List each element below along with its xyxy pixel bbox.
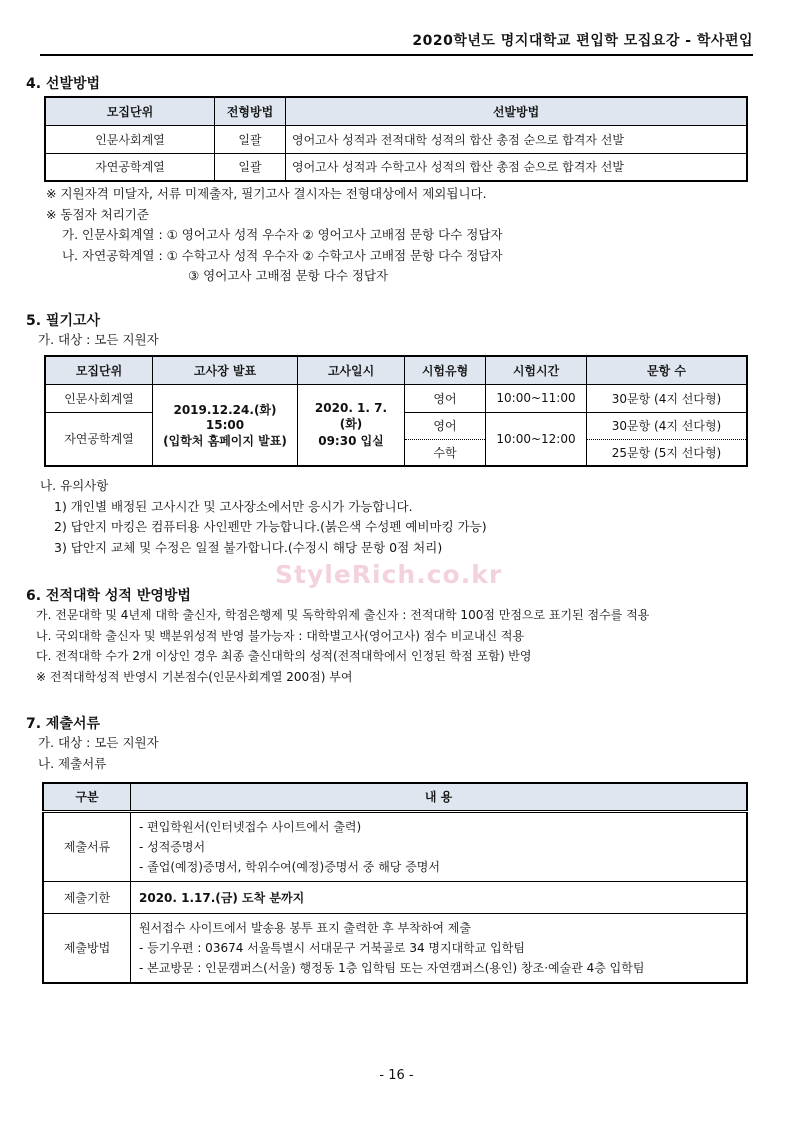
cell-label: 제출기한 [43,881,131,913]
table-row [43,881,747,913]
caution-title: 나. 유의사항 [40,478,109,493]
caution-line: 2) 답안지 마킹은 컴퓨터용 사인펜만 가능합니다.(붉은색 수성펜 예비마킹 가능) [54,519,487,534]
note-line: ※ 동점자 처리기준 [46,206,149,222]
docs-target: 가. 대상 : 모든 지원자 [38,735,159,750]
grade-line: 나. 국외대학 출신자 및 백분위성적 반영 불가능자 : 대학별고사(영어고사) 점수 비교내신 적용 [36,628,525,643]
cell-time: 10:00~11:00 [486,384,587,412]
cell: 일괄 [215,125,286,153]
note-line: 가. 인문사회계열 : ① 영어고사 성적 우수자 ② 영어고사 고배점 문항 다수 정답자 [62,227,503,242]
cell-label: 제출서류 [43,811,131,881]
method-line: - 등기우편 : 03674 서울특별시 서대문구 거북골로 34 명지대학교 입학팀 [139,940,525,955]
exam-date: 2020. 1. 7.(화) [314,400,388,431]
cell-content [131,913,748,983]
grade-line: 다. 전적대학 수가 2개 이상인 경우 최종 출신대학의 성적(전적대학에서 인정된 학점 포함) 반영 [36,649,532,663]
note-line: ※ 지원자격 미달자, 서류 미제출자, 필기고사 결시자는 전형대상에서 제외됩니다. [46,186,487,201]
section-5-heading: 5. 필기고사 [26,313,101,329]
section-5-wrap [26,310,766,351]
cell-unit: 자연공학계열 [45,412,153,466]
cell-exam-date [298,384,405,466]
exam-time: 09:30 입실 [318,433,384,448]
cell-type: 영어 [405,384,486,412]
announce-where: (입학처 홈페이지 발표) [163,433,287,448]
page-number: - 16 - [379,1068,414,1083]
col-selection: 선발방법 [286,97,748,125]
selection-method-table [44,96,748,182]
cell: 자연공학계열 [45,153,215,181]
doc-line: - 편입학원서(인터넷접수 사이트에서 출력) [139,819,362,834]
table-row [45,125,747,153]
doc-line: - 졸업(예정)증명서, 학위수여(예정)증명서 중 해당 증명서 [139,859,440,874]
col-content: 내 용 [131,783,748,811]
col-exam-type: 시험유형 [405,356,486,384]
exam-target: 가. 대상 : 모든 지원자 [38,332,159,347]
watermark: StyleRich.co.kr [275,560,503,589]
cell-label: 제출방법 [43,913,131,983]
docs-title: 나. 제출서류 [38,755,107,771]
cell-type: 수학 [405,439,486,466]
col-count: 문항 수 [587,356,748,384]
announce-date: 2019.12.24.(화) [173,402,277,417]
method-line: 원서접수 사이트에서 발송용 봉투 표지 출력한 후 부착하여 제출 [139,920,471,935]
cell: 영어고사 성적과 수학고사 성적의 합산 총점 순으로 합격자 선발 [286,153,748,181]
cell: 일괄 [215,153,286,181]
cell-count: 30문항 (4지 선다형) [587,384,748,412]
cell-time: 10:00~12:00 [486,412,587,466]
col-category: 구분 [43,783,131,811]
col-unit: 모집단위 [45,97,215,125]
section-4-notes [46,184,786,287]
doc-line: - 성적증명서 [139,839,206,854]
section-4-heading-wrap [26,73,766,93]
written-exam-table [44,355,748,467]
col-exam-time: 시험시간 [486,356,587,384]
cell-announce [153,384,298,466]
grade-line: 가. 전문대학 및 4년제 대학 출신자, 학점은행제 및 독학학위제 출신자 : 전적대학 100점 만점으로 표기된 점수를 적용 [36,608,650,622]
section-6-wrap [26,585,766,687]
table-row [45,153,747,181]
section-6-heading: 6. 전적대학 성적 반영방법 [26,588,191,604]
col-unit: 모집단위 [45,356,153,384]
cell-type: 영어 [405,412,486,439]
section-7-heading: 7. 제출서류 [26,716,101,732]
col-method: 전형방법 [215,97,286,125]
col-exam-date: 고사일시 [298,356,405,384]
caution-line: 3) 답안지 교체 및 수정은 일절 불가합니다.(수정시 해당 문항 0점 처리) [54,539,443,555]
section-7-wrap [26,713,766,774]
cell-count: 25문항 (5지 선다형) [587,439,748,466]
cell-content [131,811,748,881]
cell: 영어고사 성적과 전적대학 성적의 합산 총점 순으로 합격자 선발 [286,125,748,153]
table-row [45,384,747,412]
announce-time: 15:00 [205,417,245,432]
cell: 인문사회계열 [45,125,215,153]
table-row [43,913,747,983]
header-title: 2020학년도 명지대학교 편입학 모집요강 - 학사편입 [412,33,753,49]
page-header [40,24,753,56]
note-line: 나. 자연공학계열 : ① 수학고사 성적 우수자 ② 수학고사 고배점 문항 다수 정답자 [62,247,503,263]
table-row [43,811,747,881]
cell-unit: 인문사회계열 [45,384,153,412]
grade-line: ※ 전적대학성적 반영시 기본점수(인문사회계열 200점) 부여 [36,669,353,684]
section-4-heading: 4. 선발방법 [26,76,101,92]
col-announce: 고사장 발표 [153,356,298,384]
section-5-cautions [40,476,780,558]
cell-count: 30문항 (4지 선다형) [587,412,748,439]
method-line: - 본교방문 : 인문캠퍼스(서울) 행정동 1층 입학팀 또는 자연캠퍼스(용인) 창조·예술관 4층 입학팀 [139,960,645,975]
deadline-value: 2020. 1.17.(금) 도착 분까지 [131,881,748,913]
note-line: ③ 영어고사 고배점 문항 다수 정답자 [188,268,389,283]
caution-line: 1) 개인별 배정된 고사시간 및 고사장소에서만 응시가 가능합니다. [54,498,413,514]
documents-table [42,782,748,984]
